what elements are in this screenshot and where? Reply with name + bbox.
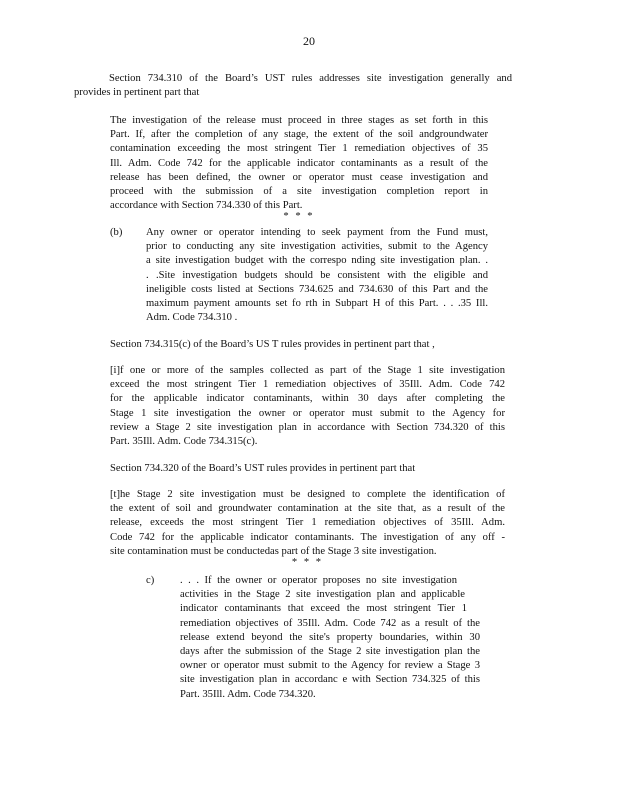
quote-line: [i]f one or more of the samples collected as part of the Stage 1 site investigation [110,365,505,376]
block-quote-734-315 [110,364,505,449]
item-line: activities in the Stage 2 site investigation plan and applicable [180,589,465,601]
item-line: site investigation plan in accordanc e with Section 734.325 of this [180,674,480,686]
item-line: . . . If the owner or operator proposes no site investigation [180,575,457,586]
item-line: a site investigation budget with the correspo nding site investigation plan. . [146,255,488,267]
quote-line: accordance with Section 734.330 of this Part. [110,200,303,212]
quote-line: for the applicable indicator contaminants, within 30 days after completing the [110,393,505,405]
item-line: . .Site investigation budgets should be consistent with the eligible and [146,269,488,281]
quote-line: Code 742 for the applicable indicator contaminants. The investigation of any off - [110,531,505,543]
quote-line: contamination exceeding the most stringent Tier 1 remediation objectives of 35 [110,143,488,155]
quote-line: release has been defined, the owner or operator must cease investigation and [110,171,488,183]
block-quote-734-310 [110,114,488,221]
ellipsis-stars: * * * [291,557,324,569]
paragraph-line: Section 734.320 of the Board’s UST rules provides in pertinent part that [110,463,416,474]
item-line: indicator contaminants that exceed the most stringent Tier 1 [180,603,467,615]
item-line: ineligible costs listed at Sections 734.625 and 734.630 of this Part and the [146,283,488,295]
intro-paragraph-734-310 [74,72,512,100]
paragraph-line: Section 734.315(c) of the Board’s US T rules provides in pertinent part that , [110,339,435,350]
item-line: maximum payment amounts set fo rth in Subpart H of this Part. . . .35 Ill. [146,298,488,310]
quote-line: [t]he Stage 2 site investigation must be designed to complete the identification of [110,489,505,500]
item-line: owner or operator must submit to the Agency for review a Stage 3 [180,660,480,672]
quote-line: release, exceeds the most stringent Tier 1 remediation objectives of 35Ill. Adm. [110,517,505,529]
block-quote-734-320 [110,488,505,567]
item-c-label: c) [146,575,155,586]
intro-paragraph-734-320 [110,462,510,476]
paragraph-line: provides in pertinent part that [74,87,200,99]
item-b-label: (b) [110,227,123,238]
item-line: Part. 35Ill. Adm. Code 734.320. [180,688,316,700]
quote-line: the extent of soil and groundwater contamination at the site that, as a result of the [110,503,505,515]
page-number: 20 [303,34,315,48]
paragraph-line: Section 734.310 of the Board’s UST rules addresses site investigation generally and [109,73,512,84]
item-line: remediation objectives of 35Ill. Adm. Code 742 as a result of the [180,617,480,629]
item-b-text [146,226,488,325]
intro-paragraph-734-315 [110,338,510,352]
item-line: Adm. Code 734.310 . [146,312,238,324]
item-c-text [180,574,480,702]
item-line: release extend beyond the site's property boundaries, within 30 [180,631,480,643]
quote-line: Part. 35Ill. Adm. Code 734.315(c). [110,436,258,448]
quote-line: site contamination must be conductedas part of the Stage 3 site investigation. [110,545,437,557]
ellipsis-stars: * * * [283,211,315,223]
quote-line: review a Stage 2 site investigation plan in accordance with Section 734.320 of this [110,421,505,433]
quote-line: Ill. Adm. Code 742 for the applicable indicator contaminants as a result of the [110,157,488,169]
item-line: prior to conducting any site investigation activities, submit to the Agency [146,241,488,253]
quote-line: Part. If, after the completion of any stage, the extent of the soil andgroundwater [110,129,488,141]
item-line: days after the submission of the Stage 2 site investigation plan the [180,646,480,658]
quote-line: Stage 1 site investigation the owner or operator must submit to the Agency for [110,407,505,419]
quote-line: exceed the most stringent Tier 1 remediation objectives of 35Ill. Adm. Code 742 [110,379,505,391]
quote-line: proceed with the submission of a site investigation completion report in [110,186,488,198]
quote-line: The investigation of the release must proceed in three stages as set forth in this [110,115,488,126]
item-line: Any owner or operator intending to seek payment from the Fund must, [146,227,488,238]
